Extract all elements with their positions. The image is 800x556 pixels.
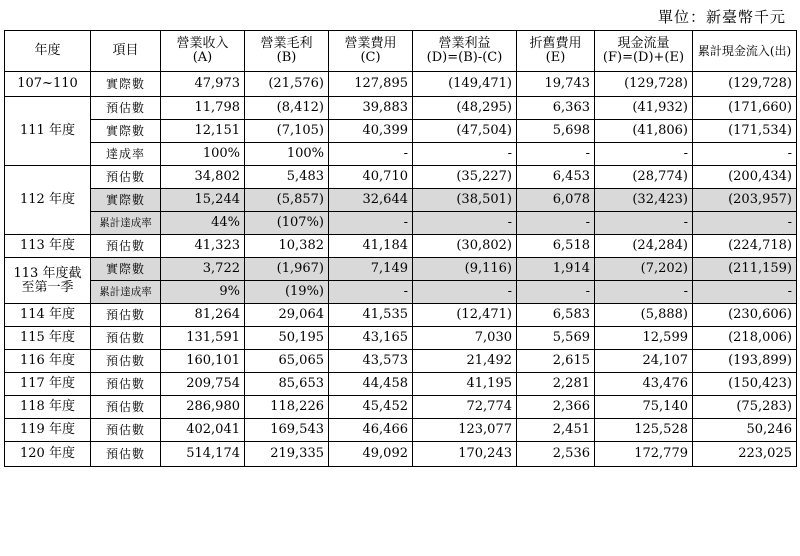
value-cell: 44,458 (329, 373, 413, 396)
value-cell: (28,774) (595, 166, 693, 189)
table-row (5, 235, 797, 258)
value-cell: - (595, 212, 693, 235)
header-revenue: 營業收入 (A) (161, 31, 245, 72)
value-cell: 41,195 (413, 373, 517, 396)
table-body (5, 72, 797, 467)
value-cell: 40,399 (329, 120, 413, 143)
year-cell: 112 年度 (5, 166, 91, 235)
item-cell: 預估數 (91, 327, 161, 350)
item-cell: 預估數 (91, 350, 161, 373)
value-cell: (218,006) (693, 327, 797, 350)
value-cell: - (413, 281, 517, 304)
value-cell: - (329, 143, 413, 166)
value-cell: - (693, 281, 797, 304)
value-cell: 15,244 (161, 189, 245, 212)
value-cell: - (595, 143, 693, 166)
value-cell: 39,883 (329, 97, 413, 120)
table-row (5, 97, 797, 120)
value-cell: 41,535 (329, 304, 413, 327)
value-cell: 40,710 (329, 166, 413, 189)
year-cell: 114 年度 (5, 304, 91, 327)
value-cell: (7,105) (245, 120, 329, 143)
value-cell: (149,471) (413, 72, 517, 97)
year-cell: 107~110 (5, 72, 91, 97)
value-cell: (171,660) (693, 97, 797, 120)
financial-table (4, 30, 797, 467)
value-cell: 47,973 (161, 72, 245, 97)
value-cell: (203,957) (693, 189, 797, 212)
value-cell: (171,534) (693, 120, 797, 143)
value-cell: 2,615 (517, 350, 595, 373)
value-cell: (193,899) (693, 350, 797, 373)
value-cell: 2,281 (517, 373, 595, 396)
value-cell: 43,476 (595, 373, 693, 396)
value-cell: 12,151 (161, 120, 245, 143)
table-row (5, 120, 797, 143)
value-cell: 2,366 (517, 396, 595, 419)
value-cell: (24,284) (595, 235, 693, 258)
value-cell: 5,483 (245, 166, 329, 189)
table-row (5, 281, 797, 304)
value-cell: (230,606) (693, 304, 797, 327)
value-cell: 50,246 (693, 419, 797, 442)
value-cell: (5,888) (595, 304, 693, 327)
table-row (5, 327, 797, 350)
value-cell: 402,041 (161, 419, 245, 442)
unit-label: 單位：新臺幣千元 (657, 8, 786, 26)
value-cell: 123,077 (413, 419, 517, 442)
item-cell: 累計達成率 (91, 281, 161, 304)
header-operating-income: 營業利益 (D)=(B)-(C) (413, 31, 517, 72)
value-cell: (7,202) (595, 258, 693, 281)
year-cell: 115 年度 (5, 327, 91, 350)
value-cell: 118,226 (245, 396, 329, 419)
value-cell: 81,264 (161, 304, 245, 327)
value-cell: 19,743 (517, 72, 595, 97)
value-cell: 29,064 (245, 304, 329, 327)
value-cell: 3,722 (161, 258, 245, 281)
value-cell: 6,583 (517, 304, 595, 327)
value-cell: 169,543 (245, 419, 329, 442)
table-row (5, 350, 797, 373)
value-cell: (48,295) (413, 97, 517, 120)
value-cell: 21,492 (413, 350, 517, 373)
header-gross-profit: 營業毛利 (B) (245, 31, 329, 72)
value-cell: 514,174 (161, 442, 245, 467)
value-cell: 41,184 (329, 235, 413, 258)
value-cell: (12,471) (413, 304, 517, 327)
value-cell: (107%) (245, 212, 329, 235)
table-row (5, 143, 797, 166)
value-cell: 43,573 (329, 350, 413, 373)
value-cell: - (517, 143, 595, 166)
value-cell: (224,718) (693, 235, 797, 258)
item-cell: 累計達成率 (91, 212, 161, 235)
value-cell: 32,644 (329, 189, 413, 212)
value-cell: (5,857) (245, 189, 329, 212)
value-cell: - (693, 212, 797, 235)
year-cell: 118 年度 (5, 396, 91, 419)
value-cell: (47,504) (413, 120, 517, 143)
value-cell: 75,140 (595, 396, 693, 419)
value-cell: 170,243 (413, 442, 517, 467)
table-row (5, 258, 797, 281)
value-cell: - (329, 281, 413, 304)
item-cell: 實際數 (91, 189, 161, 212)
table-row (5, 189, 797, 212)
value-cell: 2,451 (517, 419, 595, 442)
value-cell: 223,025 (693, 442, 797, 467)
header-year: 年度 (5, 31, 91, 72)
year-cell: 113 年度截至第一季 (5, 258, 91, 304)
table-row (5, 72, 797, 97)
value-cell: - (329, 212, 413, 235)
year-cell: 111 年度 (5, 97, 91, 166)
value-cell: 44% (161, 212, 245, 235)
item-cell: 預估數 (91, 373, 161, 396)
item-cell: 實際數 (91, 72, 161, 97)
value-cell: 127,895 (329, 72, 413, 97)
item-cell: 預估數 (91, 396, 161, 419)
table-row (5, 419, 797, 442)
value-cell: 34,802 (161, 166, 245, 189)
value-cell: 7,149 (329, 258, 413, 281)
value-cell: 2,536 (517, 442, 595, 467)
value-cell: 100% (161, 143, 245, 166)
value-cell: (21,576) (245, 72, 329, 97)
value-cell: 286,980 (161, 396, 245, 419)
value-cell: 85,653 (245, 373, 329, 396)
value-cell: - (413, 212, 517, 235)
item-cell: 預估數 (91, 235, 161, 258)
value-cell: (200,434) (693, 166, 797, 189)
value-cell: 11,798 (161, 97, 245, 120)
value-cell: 125,528 (595, 419, 693, 442)
value-cell: 72,774 (413, 396, 517, 419)
item-cell: 實際數 (91, 120, 161, 143)
value-cell: (211,159) (693, 258, 797, 281)
header-item: 項目 (91, 31, 161, 72)
value-cell: (41,932) (595, 97, 693, 120)
value-cell: - (413, 143, 517, 166)
header-row (5, 31, 797, 72)
value-cell: (30,802) (413, 235, 517, 258)
value-cell: 45,452 (329, 396, 413, 419)
header-depreciation: 折舊費用 (E) (517, 31, 595, 72)
value-cell: 10,382 (245, 235, 329, 258)
year-cell: 119 年度 (5, 419, 91, 442)
value-cell: 49,092 (329, 442, 413, 467)
value-cell: - (595, 281, 693, 304)
value-cell: (129,728) (693, 72, 797, 97)
item-cell: 預估數 (91, 304, 161, 327)
value-cell: (129,728) (595, 72, 693, 97)
value-cell: 6,078 (517, 189, 595, 212)
item-cell: 預估數 (91, 419, 161, 442)
year-cell: 120 年度 (5, 442, 91, 467)
value-cell: (8,412) (245, 97, 329, 120)
value-cell: (9,116) (413, 258, 517, 281)
value-cell: 172,779 (595, 442, 693, 467)
table-row (5, 304, 797, 327)
value-cell: (150,423) (693, 373, 797, 396)
value-cell: 7,030 (413, 327, 517, 350)
table-row (5, 373, 797, 396)
value-cell: (1,967) (245, 258, 329, 281)
item-cell: 實際數 (91, 258, 161, 281)
value-cell: 5,569 (517, 327, 595, 350)
value-cell: 5,698 (517, 120, 595, 143)
value-cell: 50,195 (245, 327, 329, 350)
header-cumulative-cash: 累計現金流入(出) (693, 31, 797, 72)
value-cell: (75,283) (693, 396, 797, 419)
value-cell: 160,101 (161, 350, 245, 373)
value-cell: 41,323 (161, 235, 245, 258)
item-cell: 預估數 (91, 442, 161, 467)
value-cell: 6,453 (517, 166, 595, 189)
value-cell: 1,914 (517, 258, 595, 281)
table-row (5, 442, 797, 467)
value-cell: 6,363 (517, 97, 595, 120)
header-operating-expense: 營業費用 (C) (329, 31, 413, 72)
table-row (5, 396, 797, 419)
value-cell: (19%) (245, 281, 329, 304)
value-cell: (35,227) (413, 166, 517, 189)
item-cell: 預估數 (91, 97, 161, 120)
item-cell: 預估數 (91, 166, 161, 189)
value-cell: 12,599 (595, 327, 693, 350)
value-cell: 46,466 (329, 419, 413, 442)
year-cell: 116 年度 (5, 350, 91, 373)
value-cell: 24,107 (595, 350, 693, 373)
value-cell: (38,501) (413, 189, 517, 212)
value-cell: (32,423) (595, 189, 693, 212)
value-cell: 65,065 (245, 350, 329, 373)
header-cash-flow: 現金流量 (F)=(D)+(E) (595, 31, 693, 72)
value-cell: 100% (245, 143, 329, 166)
table-row (5, 212, 797, 235)
value-cell: (41,806) (595, 120, 693, 143)
value-cell: 6,518 (517, 235, 595, 258)
value-cell: 9% (161, 281, 245, 304)
value-cell: 131,591 (161, 327, 245, 350)
value-cell: 43,165 (329, 327, 413, 350)
value-cell: 219,335 (245, 442, 329, 467)
value-cell: - (517, 281, 595, 304)
value-cell: - (693, 143, 797, 166)
value-cell: 209,754 (161, 373, 245, 396)
value-cell: - (517, 212, 595, 235)
table-row (5, 166, 797, 189)
item-cell: 達成率 (91, 143, 161, 166)
year-cell: 113 年度 (5, 235, 91, 258)
year-cell: 117 年度 (5, 373, 91, 396)
